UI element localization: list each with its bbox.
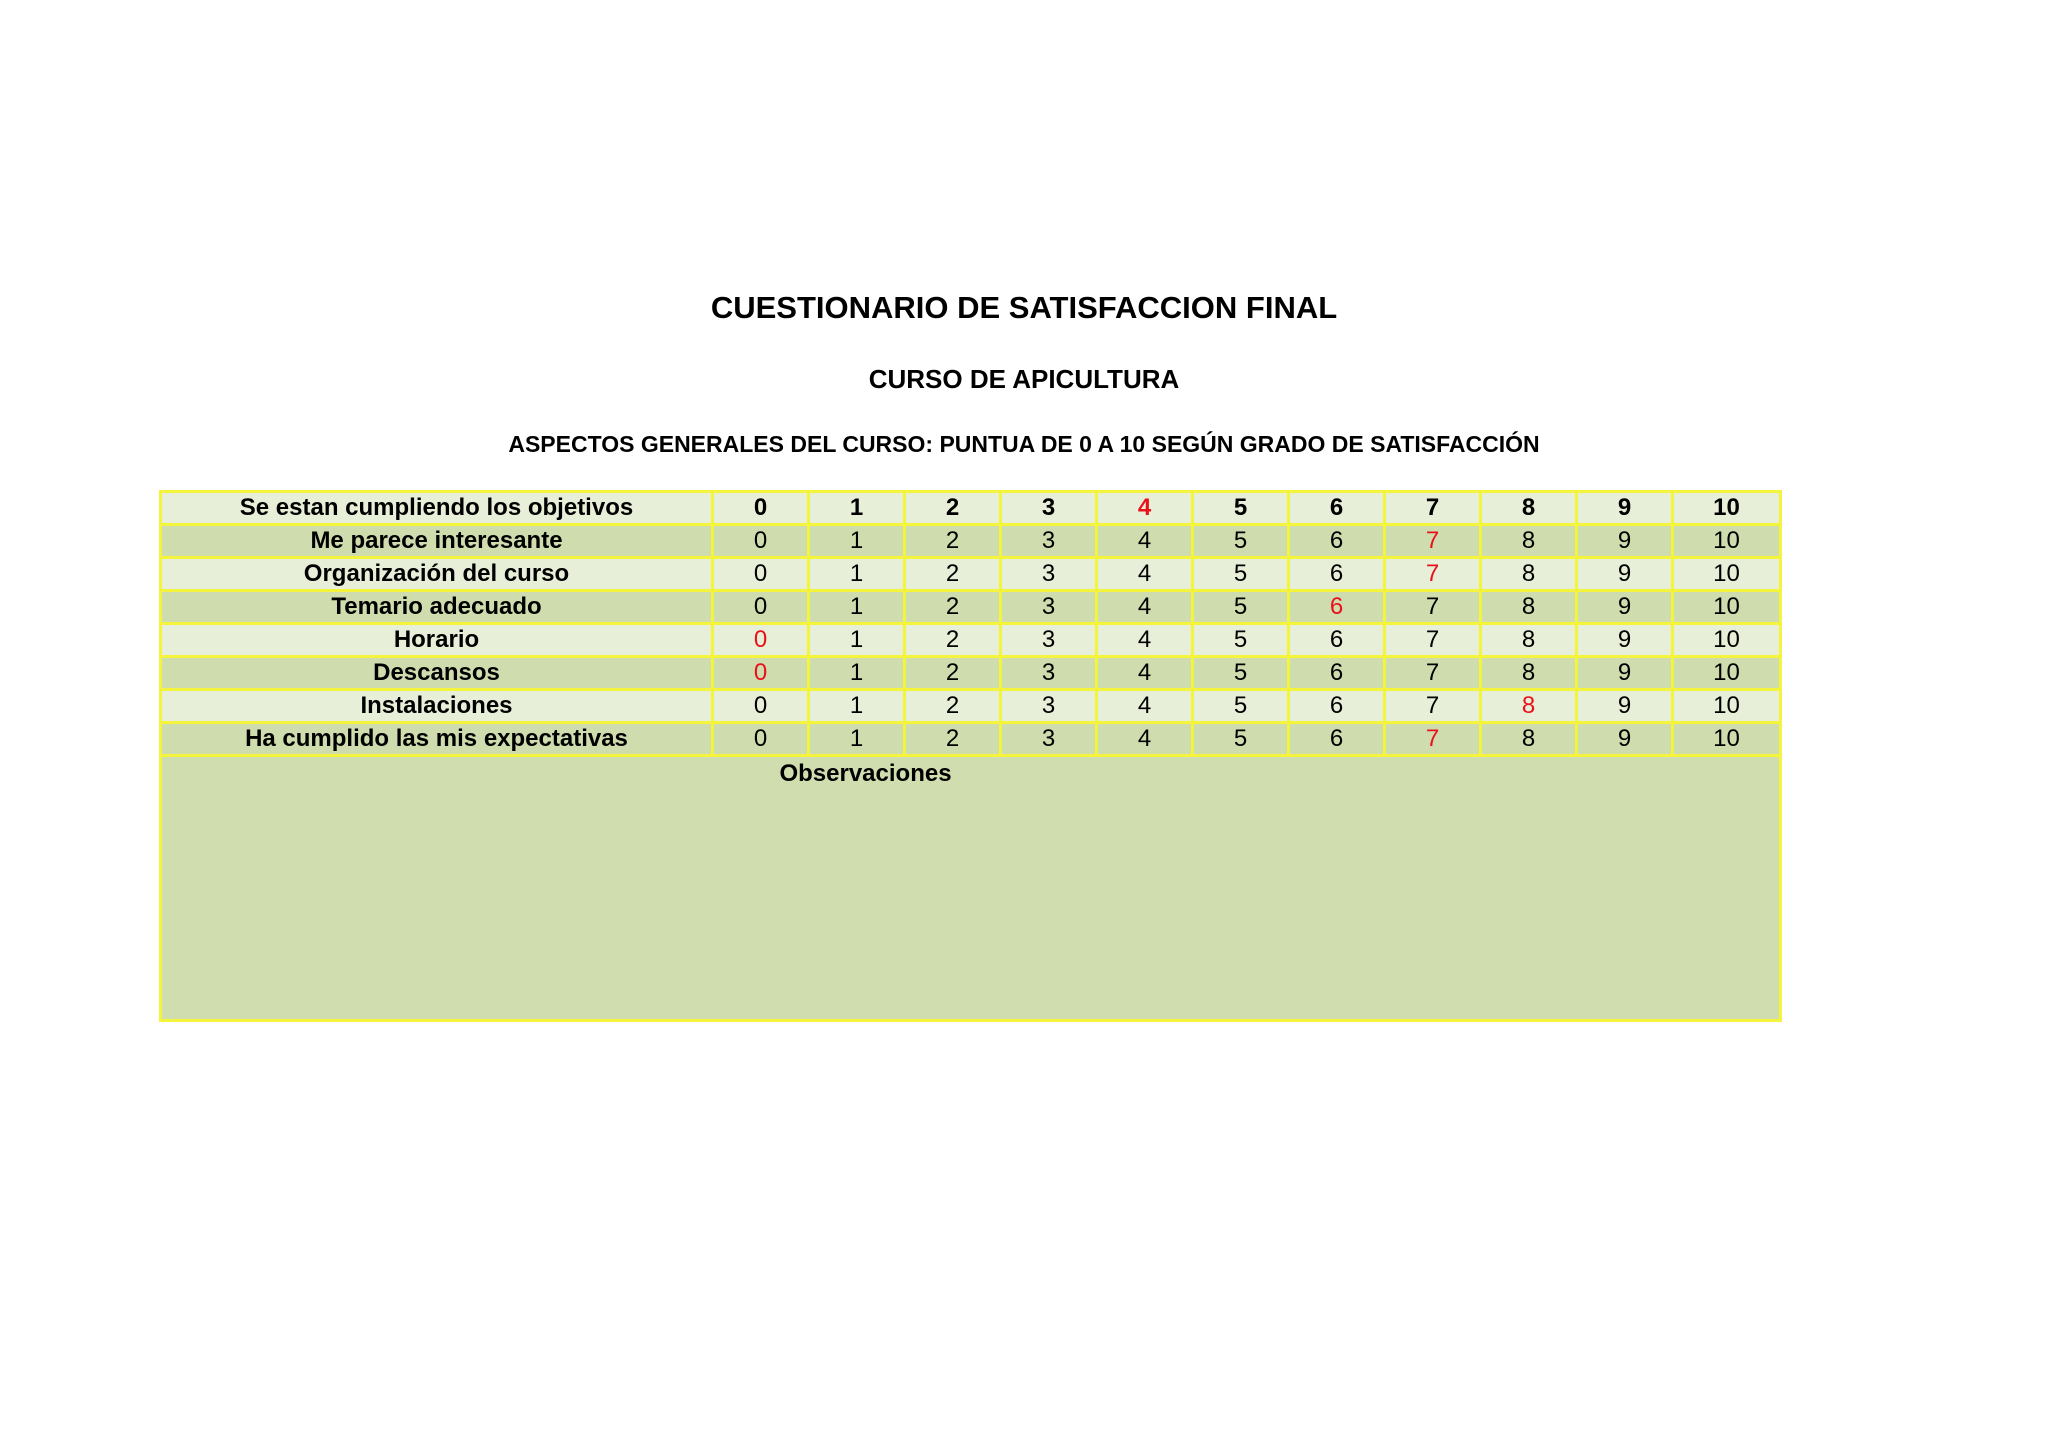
score-option[interactable]: 0 — [713, 558, 809, 591]
survey-row — [161, 525, 1781, 558]
score-option[interactable]: 5 — [1193, 657, 1289, 690]
score-option-selected[interactable]: 8 — [1481, 690, 1577, 723]
observations-area[interactable]: Observaciones — [161, 756, 1781, 1021]
score-option-selected[interactable]: 6 — [1289, 591, 1385, 624]
score-option[interactable]: 10 — [1673, 657, 1781, 690]
score-option[interactable]: 10 — [1673, 624, 1781, 657]
score-option[interactable]: 10 — [1673, 492, 1781, 525]
question-label: Me parece interesante — [161, 525, 713, 558]
score-option[interactable]: 1 — [809, 723, 905, 756]
survey-row — [161, 558, 1781, 591]
score-option[interactable]: 2 — [905, 558, 1001, 591]
score-option[interactable]: 5 — [1193, 591, 1289, 624]
score-option[interactable]: 1 — [809, 624, 905, 657]
score-option[interactable]: 6 — [1289, 558, 1385, 591]
score-option[interactable]: 7 — [1385, 624, 1481, 657]
survey-rows — [161, 492, 1781, 1021]
score-option[interactable]: 8 — [1481, 558, 1577, 591]
score-option[interactable]: 6 — [1289, 492, 1385, 525]
score-option[interactable]: 10 — [1673, 723, 1781, 756]
score-option[interactable]: 9 — [1577, 591, 1673, 624]
score-option[interactable]: 9 — [1577, 525, 1673, 558]
score-option[interactable]: 9 — [1577, 558, 1673, 591]
score-option[interactable]: 5 — [1193, 492, 1289, 525]
score-option[interactable]: 3 — [1001, 723, 1097, 756]
question-label: Horario — [161, 624, 713, 657]
score-option[interactable]: 2 — [905, 690, 1001, 723]
score-option[interactable]: 8 — [1481, 657, 1577, 690]
score-option[interactable]: 4 — [1097, 558, 1193, 591]
score-option[interactable]: 8 — [1481, 525, 1577, 558]
score-option[interactable]: 2 — [905, 492, 1001, 525]
score-option[interactable]: 9 — [1577, 492, 1673, 525]
score-option[interactable]: 4 — [1097, 723, 1193, 756]
score-option[interactable]: 5 — [1193, 723, 1289, 756]
score-option[interactable]: 1 — [809, 525, 905, 558]
score-option[interactable]: 7 — [1385, 492, 1481, 525]
score-option[interactable]: 6 — [1289, 657, 1385, 690]
question-label: Instalaciones — [161, 690, 713, 723]
score-option[interactable]: 6 — [1289, 723, 1385, 756]
score-option[interactable]: 2 — [905, 723, 1001, 756]
score-option[interactable]: 9 — [1577, 690, 1673, 723]
survey-row — [161, 657, 1781, 690]
page-title: CUESTIONARIO DE SATISFACCION FINAL — [710, 290, 1338, 325]
score-option[interactable]: 2 — [905, 525, 1001, 558]
score-option[interactable]: 2 — [905, 591, 1001, 624]
score-option[interactable]: 5 — [1193, 690, 1289, 723]
survey-row — [161, 624, 1781, 657]
score-option[interactable]: 5 — [1193, 558, 1289, 591]
score-option[interactable]: 5 — [1193, 624, 1289, 657]
score-option[interactable]: 8 — [1481, 492, 1577, 525]
score-option[interactable]: 10 — [1673, 591, 1781, 624]
score-option-selected[interactable]: 7 — [1385, 723, 1481, 756]
score-option[interactable]: 7 — [1385, 657, 1481, 690]
observations-row — [161, 756, 1781, 1021]
score-option[interactable]: 6 — [1289, 690, 1385, 723]
score-option[interactable]: 0 — [713, 492, 809, 525]
score-option[interactable]: 5 — [1193, 525, 1289, 558]
score-option[interactable]: 0 — [713, 591, 809, 624]
score-option[interactable]: 1 — [809, 690, 905, 723]
score-option-selected[interactable]: 7 — [1385, 525, 1481, 558]
question-label: Temario adecuado — [161, 591, 713, 624]
section-heading: ASPECTOS GENERALES DEL CURSO: PUNTUA DE 0 A 10 SEGÚN GRADO DE SATISFACCIÓN — [508, 431, 1540, 457]
score-option[interactable]: 3 — [1001, 690, 1097, 723]
score-option[interactable]: 4 — [1097, 525, 1193, 558]
score-option[interactable]: 10 — [1673, 525, 1781, 558]
question-label: Ha cumplido las mis expectativas — [161, 723, 713, 756]
score-option-selected[interactable]: 4 — [1097, 492, 1193, 525]
score-option[interactable]: 2 — [905, 657, 1001, 690]
score-option[interactable]: 3 — [1001, 558, 1097, 591]
score-option[interactable]: 6 — [1289, 525, 1385, 558]
score-option[interactable]: 7 — [1385, 591, 1481, 624]
score-option[interactable]: 8 — [1481, 591, 1577, 624]
score-option[interactable]: 8 — [1481, 624, 1577, 657]
score-option[interactable]: 9 — [1577, 723, 1673, 756]
survey-row — [161, 591, 1781, 624]
score-option[interactable]: 2 — [905, 624, 1001, 657]
score-option-selected[interactable]: 7 — [1385, 558, 1481, 591]
score-option[interactable]: 1 — [809, 591, 905, 624]
score-option[interactable]: 3 — [1001, 591, 1097, 624]
survey-row — [161, 492, 1781, 525]
score-option[interactable]: 0 — [713, 525, 809, 558]
score-option-selected[interactable]: 0 — [713, 624, 809, 657]
score-option[interactable]: 3 — [1001, 492, 1097, 525]
question-label: Se estan cumpliendo los objetivos — [161, 492, 713, 525]
course-name: CURSO DE APICULTURA — [868, 364, 1180, 394]
survey-row — [161, 690, 1781, 723]
score-option[interactable]: 10 — [1673, 690, 1781, 723]
question-label: Descansos — [161, 657, 713, 690]
score-option[interactable]: 1 — [809, 558, 905, 591]
score-option[interactable]: 4 — [1097, 624, 1193, 657]
score-option[interactable]: 4 — [1097, 657, 1193, 690]
question-label: Organización del curso — [161, 558, 713, 591]
score-option[interactable]: 9 — [1577, 624, 1673, 657]
score-option[interactable]: 10 — [1673, 558, 1781, 591]
score-option[interactable]: 0 — [713, 690, 809, 723]
score-option[interactable]: 1 — [809, 657, 905, 690]
score-option[interactable]: 3 — [1001, 624, 1097, 657]
survey-row — [161, 723, 1781, 756]
score-option[interactable]: 9 — [1577, 657, 1673, 690]
score-option[interactable]: 4 — [1097, 690, 1193, 723]
score-option[interactable]: 3 — [1001, 657, 1097, 690]
score-option[interactable]: 3 — [1001, 525, 1097, 558]
score-option[interactable]: 8 — [1481, 723, 1577, 756]
score-option[interactable]: 7 — [1385, 690, 1481, 723]
score-option[interactable]: 0 — [713, 723, 809, 756]
score-option[interactable]: 4 — [1097, 591, 1193, 624]
score-option[interactable]: 1 — [809, 492, 905, 525]
satisfaction-table — [159, 490, 1782, 1022]
score-option[interactable]: 6 — [1289, 624, 1385, 657]
score-option-selected[interactable]: 0 — [713, 657, 809, 690]
